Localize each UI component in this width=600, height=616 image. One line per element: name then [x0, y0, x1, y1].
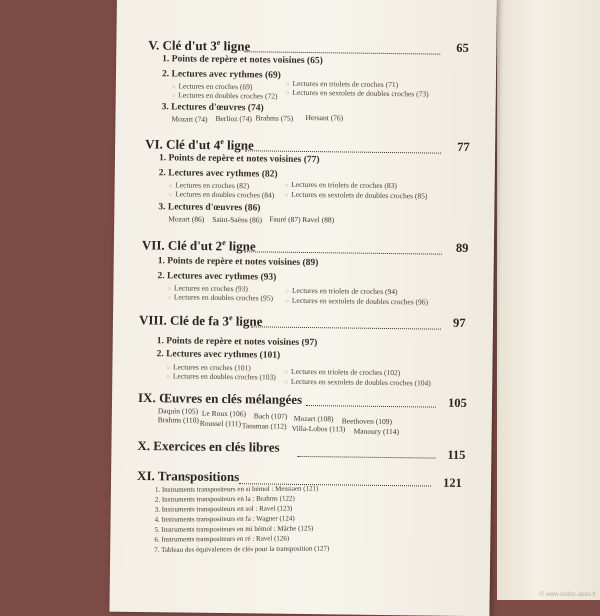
toc-subentry[interactable]: ○ Lectures en triolets de croches (71)	[285, 78, 399, 90]
page-number: 121	[442, 475, 462, 490]
toc-subentry[interactable]: ○ Lectures en sextolets de doubles croches (104)	[284, 376, 431, 388]
toc-entry[interactable]: 1. Points de repère et notes voisines (97)	[156, 336, 318, 349]
toc-entry[interactable]: 3. Lectures d'œuvres (86)	[158, 202, 261, 214]
toc-entry[interactable]: 2. Lectures avec rythmes (82)	[158, 168, 278, 180]
section-vii-title: VII. Clé d'ut 2e ligne	[141, 237, 256, 254]
composer[interactable]: Tansman (112)	[241, 421, 287, 431]
composer[interactable]: Daquin (105)	[157, 406, 199, 416]
transposition-item[interactable]: 2. Instruments transpositeurs en la : Brahms (122)	[154, 494, 295, 504]
leader-dots	[297, 456, 435, 459]
toc-subentry[interactable]: ○ Lectures en croches (69)	[171, 81, 253, 92]
toc-subentry[interactable]: ○ Lectures en doubles croches (72)	[171, 90, 278, 101]
composer[interactable]: Mozart (86)	[168, 214, 205, 224]
watermark: © www.sudoc.abes.fr	[539, 592, 596, 598]
toc-subentry[interactable]: ○ Lectures en triolets de croches (94)	[285, 285, 398, 297]
composer[interactable]: Mozart (74)	[171, 114, 208, 124]
page-number: 115	[447, 447, 466, 462]
transposition-item[interactable]: 5. Instruments transpositeurs en mi bémol : Mâche (125)	[154, 524, 314, 534]
toc-subentry[interactable]: ○ Lectures en sextolets de doubles croches (96)	[285, 295, 429, 307]
composer[interactable]: Hersant (76)	[305, 112, 344, 123]
toc-subentry[interactable]: ○ Lectures en triolets de croches (102)	[284, 366, 401, 378]
section-ix-title: IX. Œuvres en clés mélangées	[137, 389, 303, 407]
section-viii-title: VIII. Clé de fa 3e ligne	[138, 312, 263, 329]
composer[interactable]: Beethoven (109)	[341, 416, 393, 427]
leader-dots	[244, 51, 440, 54]
composer[interactable]: Le Roux (106)	[201, 408, 247, 419]
toc-subentry[interactable]: ○ Lectures en croches (101)	[166, 362, 251, 373]
toc-subentry[interactable]: ○ Lectures en sextolets de doubles croches (85)	[284, 189, 428, 201]
section-v-title: V. Clé d'ut 3e ligne	[148, 37, 251, 54]
toc-entry[interactable]: 2. Lectures avec rythmes (93)	[157, 271, 277, 283]
page-number: 105	[447, 395, 467, 410]
section-x-title: X. Exercices en clés libres	[137, 437, 280, 455]
toc-subentry[interactable]: ○ Lectures en sextolets de doubles croches (73)	[285, 87, 429, 99]
toc-subentry[interactable]: ○ Lectures en croches (93)	[167, 283, 248, 294]
page-number: 89	[455, 240, 469, 255]
composer[interactable]: Manoury (114)	[353, 426, 400, 437]
toc-subentry[interactable]: ○ Lectures en doubles croches (95)	[167, 292, 274, 303]
toc-entry[interactable]: 2. Lectures avec rythmes (101)	[156, 349, 281, 361]
composer[interactable]: Ravel (88)	[302, 214, 335, 225]
leader-dots	[306, 405, 436, 408]
toc-subentry[interactable]: ○ Lectures en doubles croches (84)	[168, 189, 275, 200]
page-number: 77	[457, 139, 470, 154]
composer[interactable]: Villa-Lobos (113)	[291, 423, 346, 434]
leader-dots	[244, 251, 442, 254]
toc-entry[interactable]: 1. Points de repère et notes voisines (65)	[162, 54, 323, 67]
page-number: 65	[456, 40, 469, 55]
toc-subentry[interactable]: ○ Lectures en triolets de croches (83)	[284, 179, 397, 191]
leader-dots	[245, 150, 441, 153]
toc-subentry[interactable]: ○ Lectures en doubles croches (103)	[166, 371, 276, 382]
transposition-item[interactable]: 1. Instruments transpositeurs en si bémol : Messiaen (121)	[154, 484, 319, 494]
page-number: 97	[452, 315, 466, 330]
composer[interactable]: Brahms (110)	[157, 415, 200, 425]
section-vi-title: VI. Clé d'ut 4e ligne	[145, 136, 254, 153]
toc-entry[interactable]: 3. Lectures d'œuvres (74)	[161, 102, 264, 114]
composer[interactable]: Fauré (87)	[269, 214, 301, 224]
composer[interactable]: Berlioz (74)	[215, 113, 252, 124]
composer[interactable]: Roussel (111)	[199, 418, 242, 429]
toc-subentry[interactable]: ○ Lectures en croches (82)	[168, 180, 250, 191]
book-page	[109, 0, 497, 616]
section-xi-title: XI. Transpositions	[137, 467, 240, 485]
composer[interactable]: Bach (107)	[253, 411, 288, 421]
transposition-item[interactable]: 4. Instruments transpositeurs en fa : Wagner (124)	[154, 514, 295, 524]
toc-entry[interactable]: 1. Points de repère et notes voisines (77)	[158, 153, 320, 166]
background-strip	[497, 0, 600, 600]
composer[interactable]: Saint-Saëns (86)	[212, 214, 263, 225]
transposition-item[interactable]: 3. Instruments transpositeurs en sol : Ravel (123)	[154, 504, 293, 514]
leader-dots	[251, 326, 441, 329]
composer[interactable]: Brahms (75)	[255, 113, 294, 123]
transposition-item[interactable]: 7. Tableau des équivalences de clés pour la transposition (127)	[154, 544, 330, 555]
toc-entry[interactable]: 1. Points de repère et notes voisines (89)	[157, 256, 319, 269]
composer[interactable]: Mozart (108)	[293, 413, 334, 424]
toc-entry[interactable]: 2. Lectures avec rythmes (69)	[161, 69, 281, 81]
transposition-item[interactable]: 6. Instruments transpositeurs en ré : Ravel (126)	[154, 534, 290, 544]
